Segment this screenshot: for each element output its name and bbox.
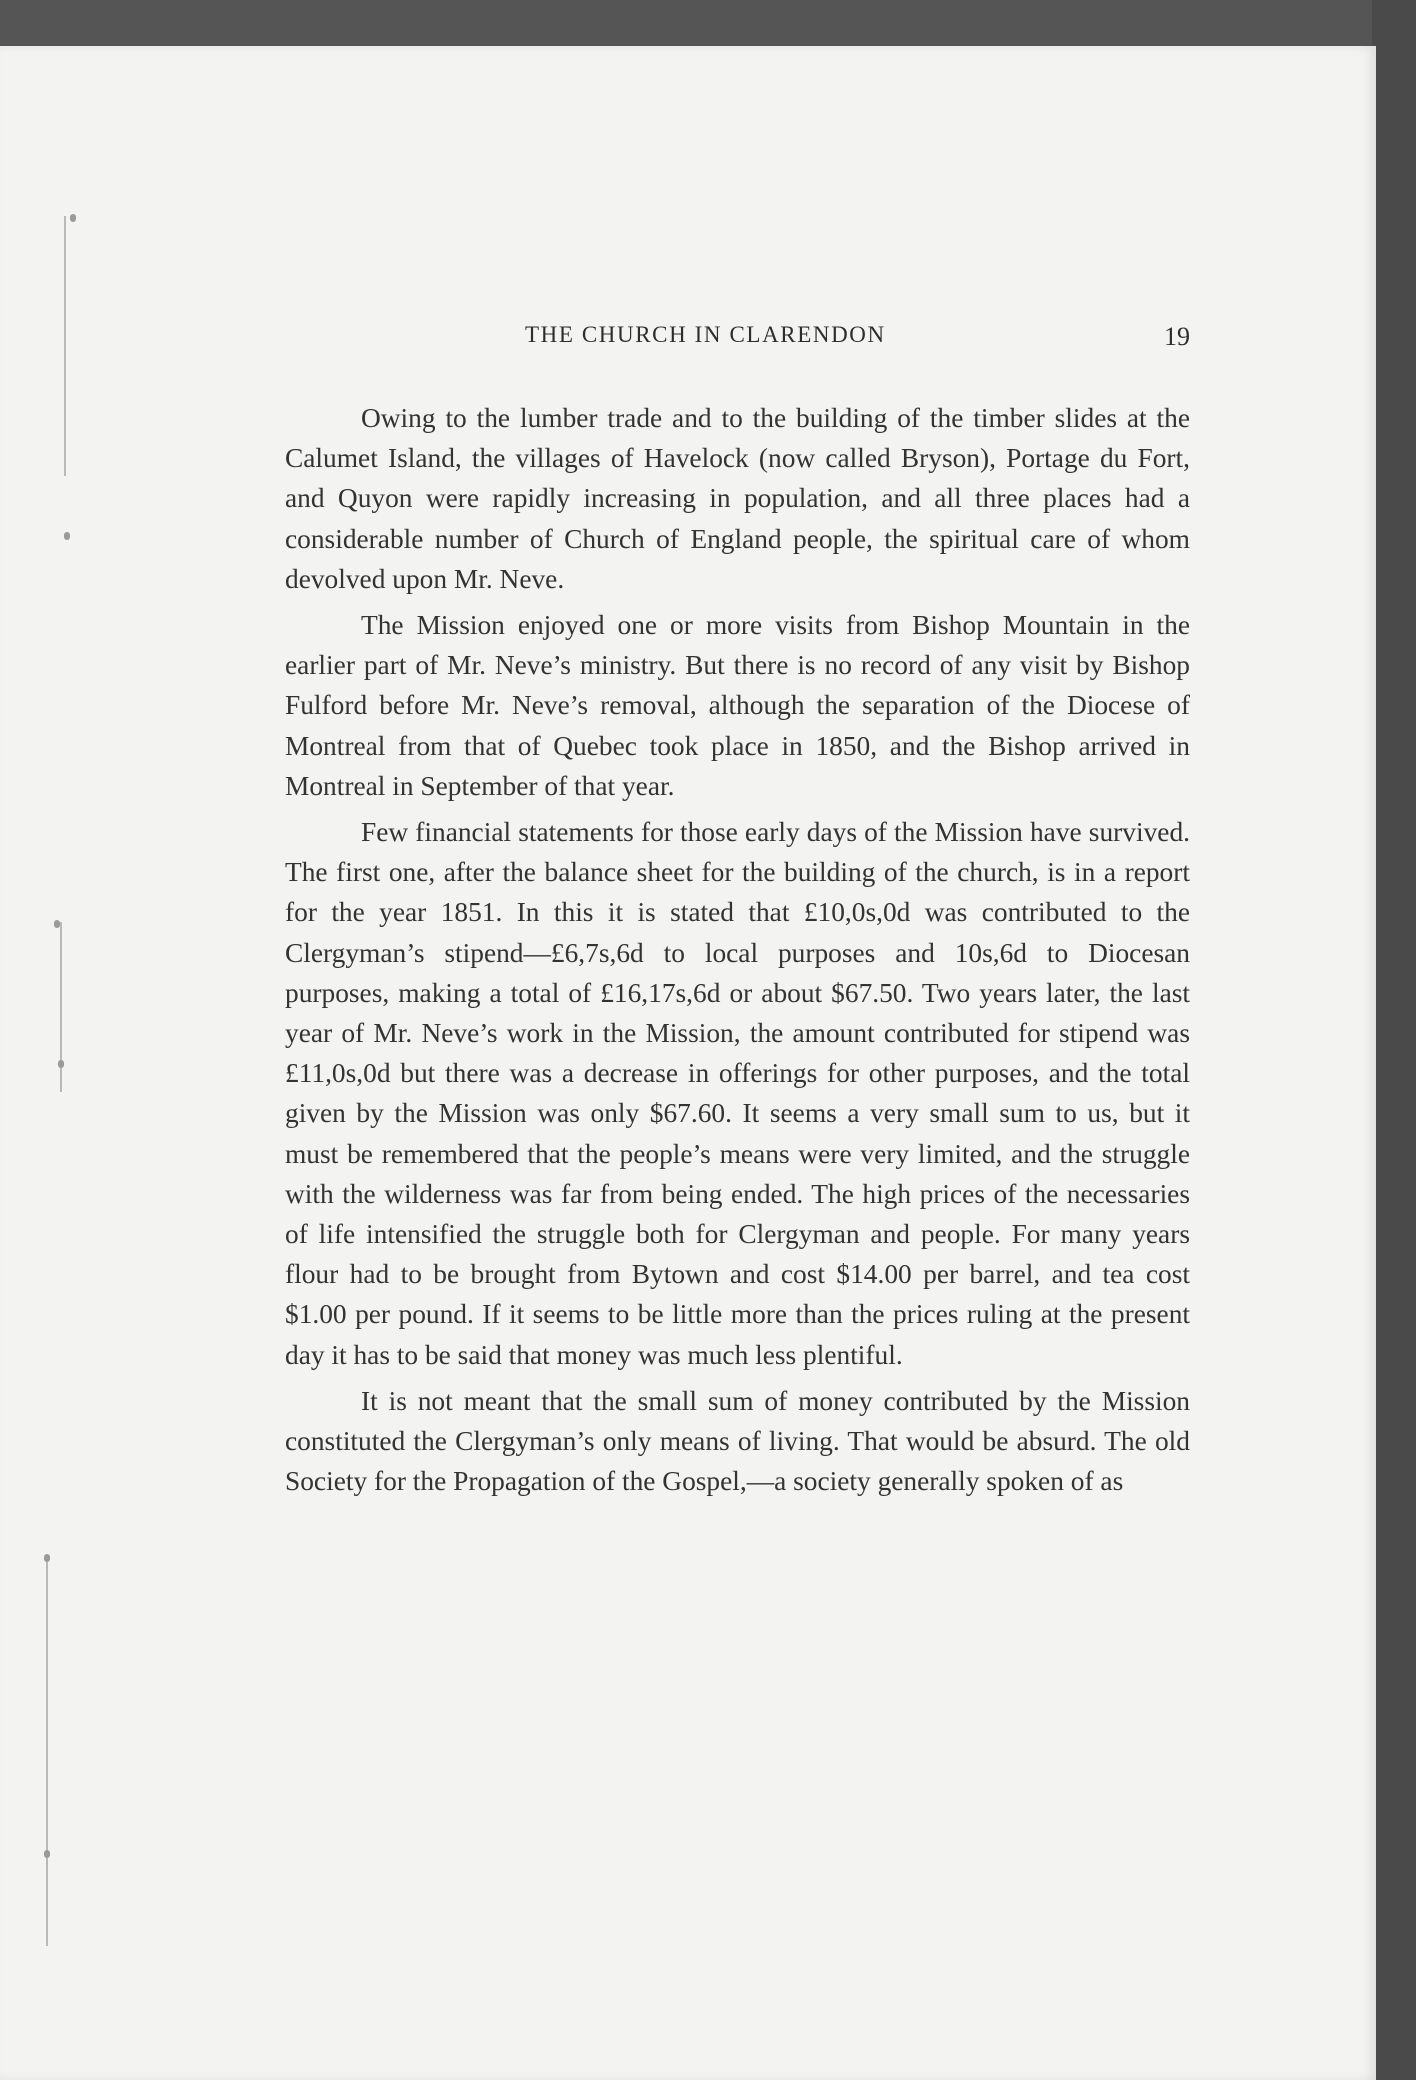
- margin-speck: [58, 1060, 64, 1068]
- body-text: [285, 398, 1190, 1507]
- margin-mark: [64, 216, 66, 476]
- running-head: THE CHURCH IN CLARENDON: [525, 322, 886, 347]
- paragraph: Owing to the lumber trade and to the building of the timber slides at the Calumet Island, the villages of Havelock (now called Bryson), Portage du Fort, and Quyon were rapidly increasing in population, and all three places had a considerable number of Church of England people, the spiritual care of whom devolved upon Mr. Neve.: [285, 403, 1190, 594]
- scan-right-edge: [1372, 0, 1416, 2080]
- margin-speck: [64, 532, 70, 540]
- page-number: 19: [1164, 322, 1190, 351]
- paragraph: The Mission enjoyed one or more visits from Bishop Mountain in the earlier part of Mr. Neve’s ministry. But there is no record of any visit by Bishop Fulford before Mr. Neve’s removal, although the separation of the Diocese of Montreal from that of Quebec took place in 1850, and the Bishop arrived in Montreal in September of that year.: [285, 610, 1190, 801]
- margin-speck: [54, 920, 60, 928]
- margin-speck: [70, 214, 76, 222]
- paragraph: Few financial statements for those early days of the Mission have survived. The first one, after the balance sheet for the building of the church, is in a report for the year 1851. In this it is stated that £10,0s,0d was contributed to the Clergyman’s stipend—£6,7s,6d to local purposes and 10s,6d to Diocesan purposes, making a total of £16,17s,6d or about $67.50. Two years later, the last year of Mr. Neve’s work in the Mission, the amount contributed for stipend was £11,0s,0d but there was a decrease in offerings for other purposes, and the total given by the Mission was only $67.60. It seems a very small sum to us, but it must be remembered that the people’s means were very limited, and the struggle with the wilderness was far from being ended. The high prices of the necessaries of life intensified the struggle both for Clergyman and people. For many years flour had to be brought from Bytown and cost $14.00 per barrel, and tea cost $1.00 per pound. If it seems to be little more than the prices ruling at the present day it has to be said that money was much less plentiful.: [285, 817, 1190, 1370]
- margin-speck: [44, 1554, 50, 1562]
- page-header: [285, 322, 1190, 362]
- paragraph: It is not meant that the small sum of money contributed by the Mission constituted the Clergyman’s only means of living. That would be absurd. The old Society for the Propagation of the Gospel,—a society generally spoken of as: [285, 1385, 1190, 1497]
- margin-mark: [46, 1556, 48, 1946]
- margin-speck: [44, 1850, 50, 1858]
